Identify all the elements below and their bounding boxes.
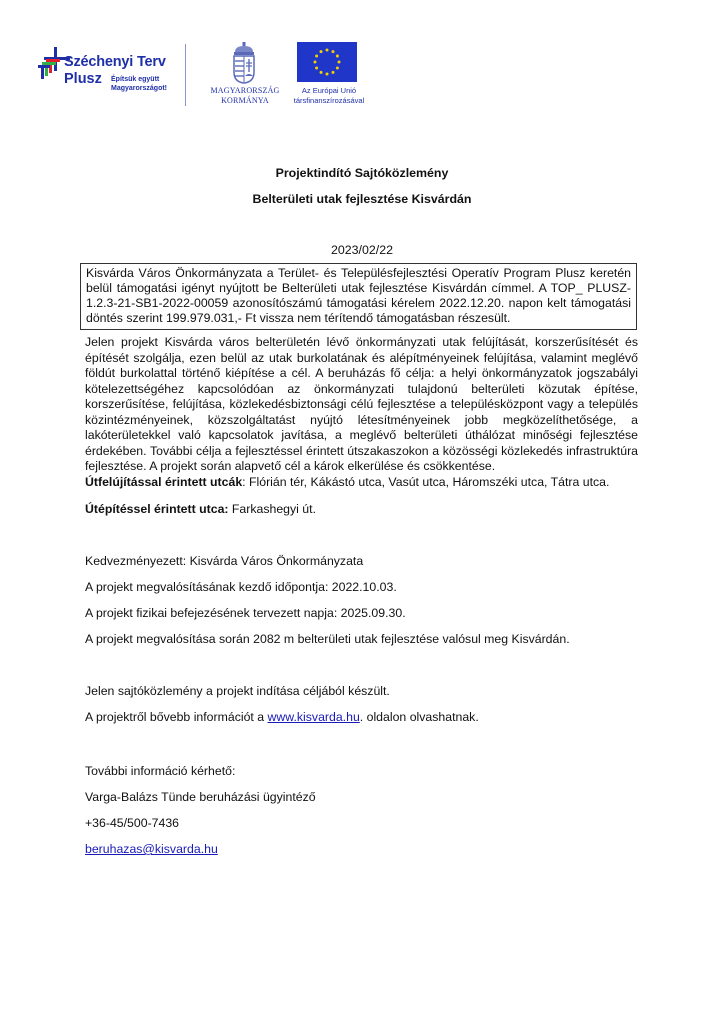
szechenyi-terv-plusz-logo xyxy=(38,45,178,105)
eu-line-2: társfinanszírozásával xyxy=(293,96,365,105)
logo-divider xyxy=(185,44,186,106)
coat-of-arms-icon xyxy=(231,42,257,84)
more-info-prefix: A projektről bővebb információt a xyxy=(85,710,268,724)
built-street-label: Útépítéssel érintett utca: xyxy=(85,502,229,516)
eu-line-1: Az Európai Unió xyxy=(301,86,357,95)
funding-summary-box: Kisvárda Város Önkormányzata a Terület- és Településfejlesztési Operatív Program Plusz keretén belül támogatási igényt nyújtott be Belterületi utak fejlesztése Kisvárdán címmel. A TOP_ PLUSZ-1.2.3-21-SB1-2022-00059 azonosítószámú támogatási kérelem 2022.12.20. napon kelt támogatási döntés szerint 199.979.031,- Ft vissza nem térítendő támogatásban részesült. xyxy=(80,263,637,330)
end-date: A projekt fizikai befejezésének tervezett napja: 2025.09.30. xyxy=(85,606,406,620)
szechenyi-title: Széchenyi Terv xyxy=(64,54,166,70)
more-info-line xyxy=(85,710,479,724)
government-text xyxy=(200,86,290,106)
contact-email-link[interactable]: beruhazas@kisvarda.hu xyxy=(85,842,218,856)
hungarian-government-logo xyxy=(200,40,290,106)
website-link[interactable]: www.kisvarda.hu xyxy=(267,710,360,724)
more-info-suffix: . oldalon olvashatnak. xyxy=(359,710,479,724)
government-line-1: MAGYARORSZÁG xyxy=(210,86,280,95)
szechenyi-plus: Plusz xyxy=(64,71,102,87)
slogan-line-2: Magyarországot! xyxy=(111,85,168,92)
built-street-value: Farkashegyi út. xyxy=(228,502,316,516)
renovated-streets-line xyxy=(85,475,609,489)
contact-heading: További információ kérhető: xyxy=(85,764,236,778)
eu-flag-icon xyxy=(297,42,357,82)
document-date: 2023/02/22 xyxy=(330,243,393,257)
contact-phone: +36-45/500-7436 xyxy=(85,816,180,830)
contact-email-line xyxy=(85,842,218,856)
renovated-streets-label: Útfelújítással érintett utcák xyxy=(85,475,243,489)
project-description: Jelen projekt Kisvárda város belterületén lévő önkormányzati utak felújítását, korszerűsítését és építését szolgálja, ezen belül az utak burkolatának és alépítményeinek felújítása, valamint meglévő földút burkolattal történő kiépítése a cél. A beruházás fő célja: a helyi önkormányzatok jogszabályi kötelezettségéhez kapcsolódóan az önkormányzati tulajdonú belterületi közutak építése, korszerűsítése, felújítása, közlekedésbiztonsági célú fejlesztése a településközpont vagy a település közintézményeinek, közszolgáltatást nyújtó létesítményeinek jobb megközelíthetősége, a lakóterületekkel való kapcsolatok javítása, a meglévő belterületi úthálózat minőségi fejlesztése érdekében. További célja a fejlesztéssel érintett útszakaszokon a közösségi közlekedés infrastruktúra fejlesztése. A projekt során alapvető cél a károk elkerülése és csökkentése. xyxy=(85,335,638,473)
eu-text xyxy=(287,86,371,106)
project-length: A projekt megvalósítása során 2082 m belterületi utak fejlesztése valósul meg Kisvárdán. xyxy=(85,632,570,646)
start-date: A projekt megvalósításának kezdő időpontja: 2022.10.03. xyxy=(85,580,397,594)
slogan-line-1: Építsük együtt xyxy=(111,76,160,83)
government-line-2: KORMÁNYA xyxy=(221,96,269,105)
beneficiary: Kedvezményezett: Kisvárda Város Önkormányzata xyxy=(85,554,364,568)
renovated-streets-value: : Flórián tér, Kákástó utca, Vasút utca, Háromszéki utca, Tátra utca. xyxy=(242,475,610,489)
logo-header xyxy=(0,0,724,120)
szechenyi-slogan xyxy=(111,75,167,93)
eu-stars-icon xyxy=(297,42,357,82)
document-title: Projektindító Sajtóközlemény xyxy=(275,166,449,180)
eu-cofinancing-logo xyxy=(295,40,375,106)
document-subtitle: Belterületi utak fejlesztése Kisvárdán xyxy=(252,192,472,206)
contact-name: Varga-Balázs Tünde beruházási ügyintéző xyxy=(85,790,316,804)
purpose-statement: Jelen sajtóközlemény a projekt indítása céljából készült. xyxy=(85,684,390,698)
built-street-line xyxy=(85,502,316,516)
